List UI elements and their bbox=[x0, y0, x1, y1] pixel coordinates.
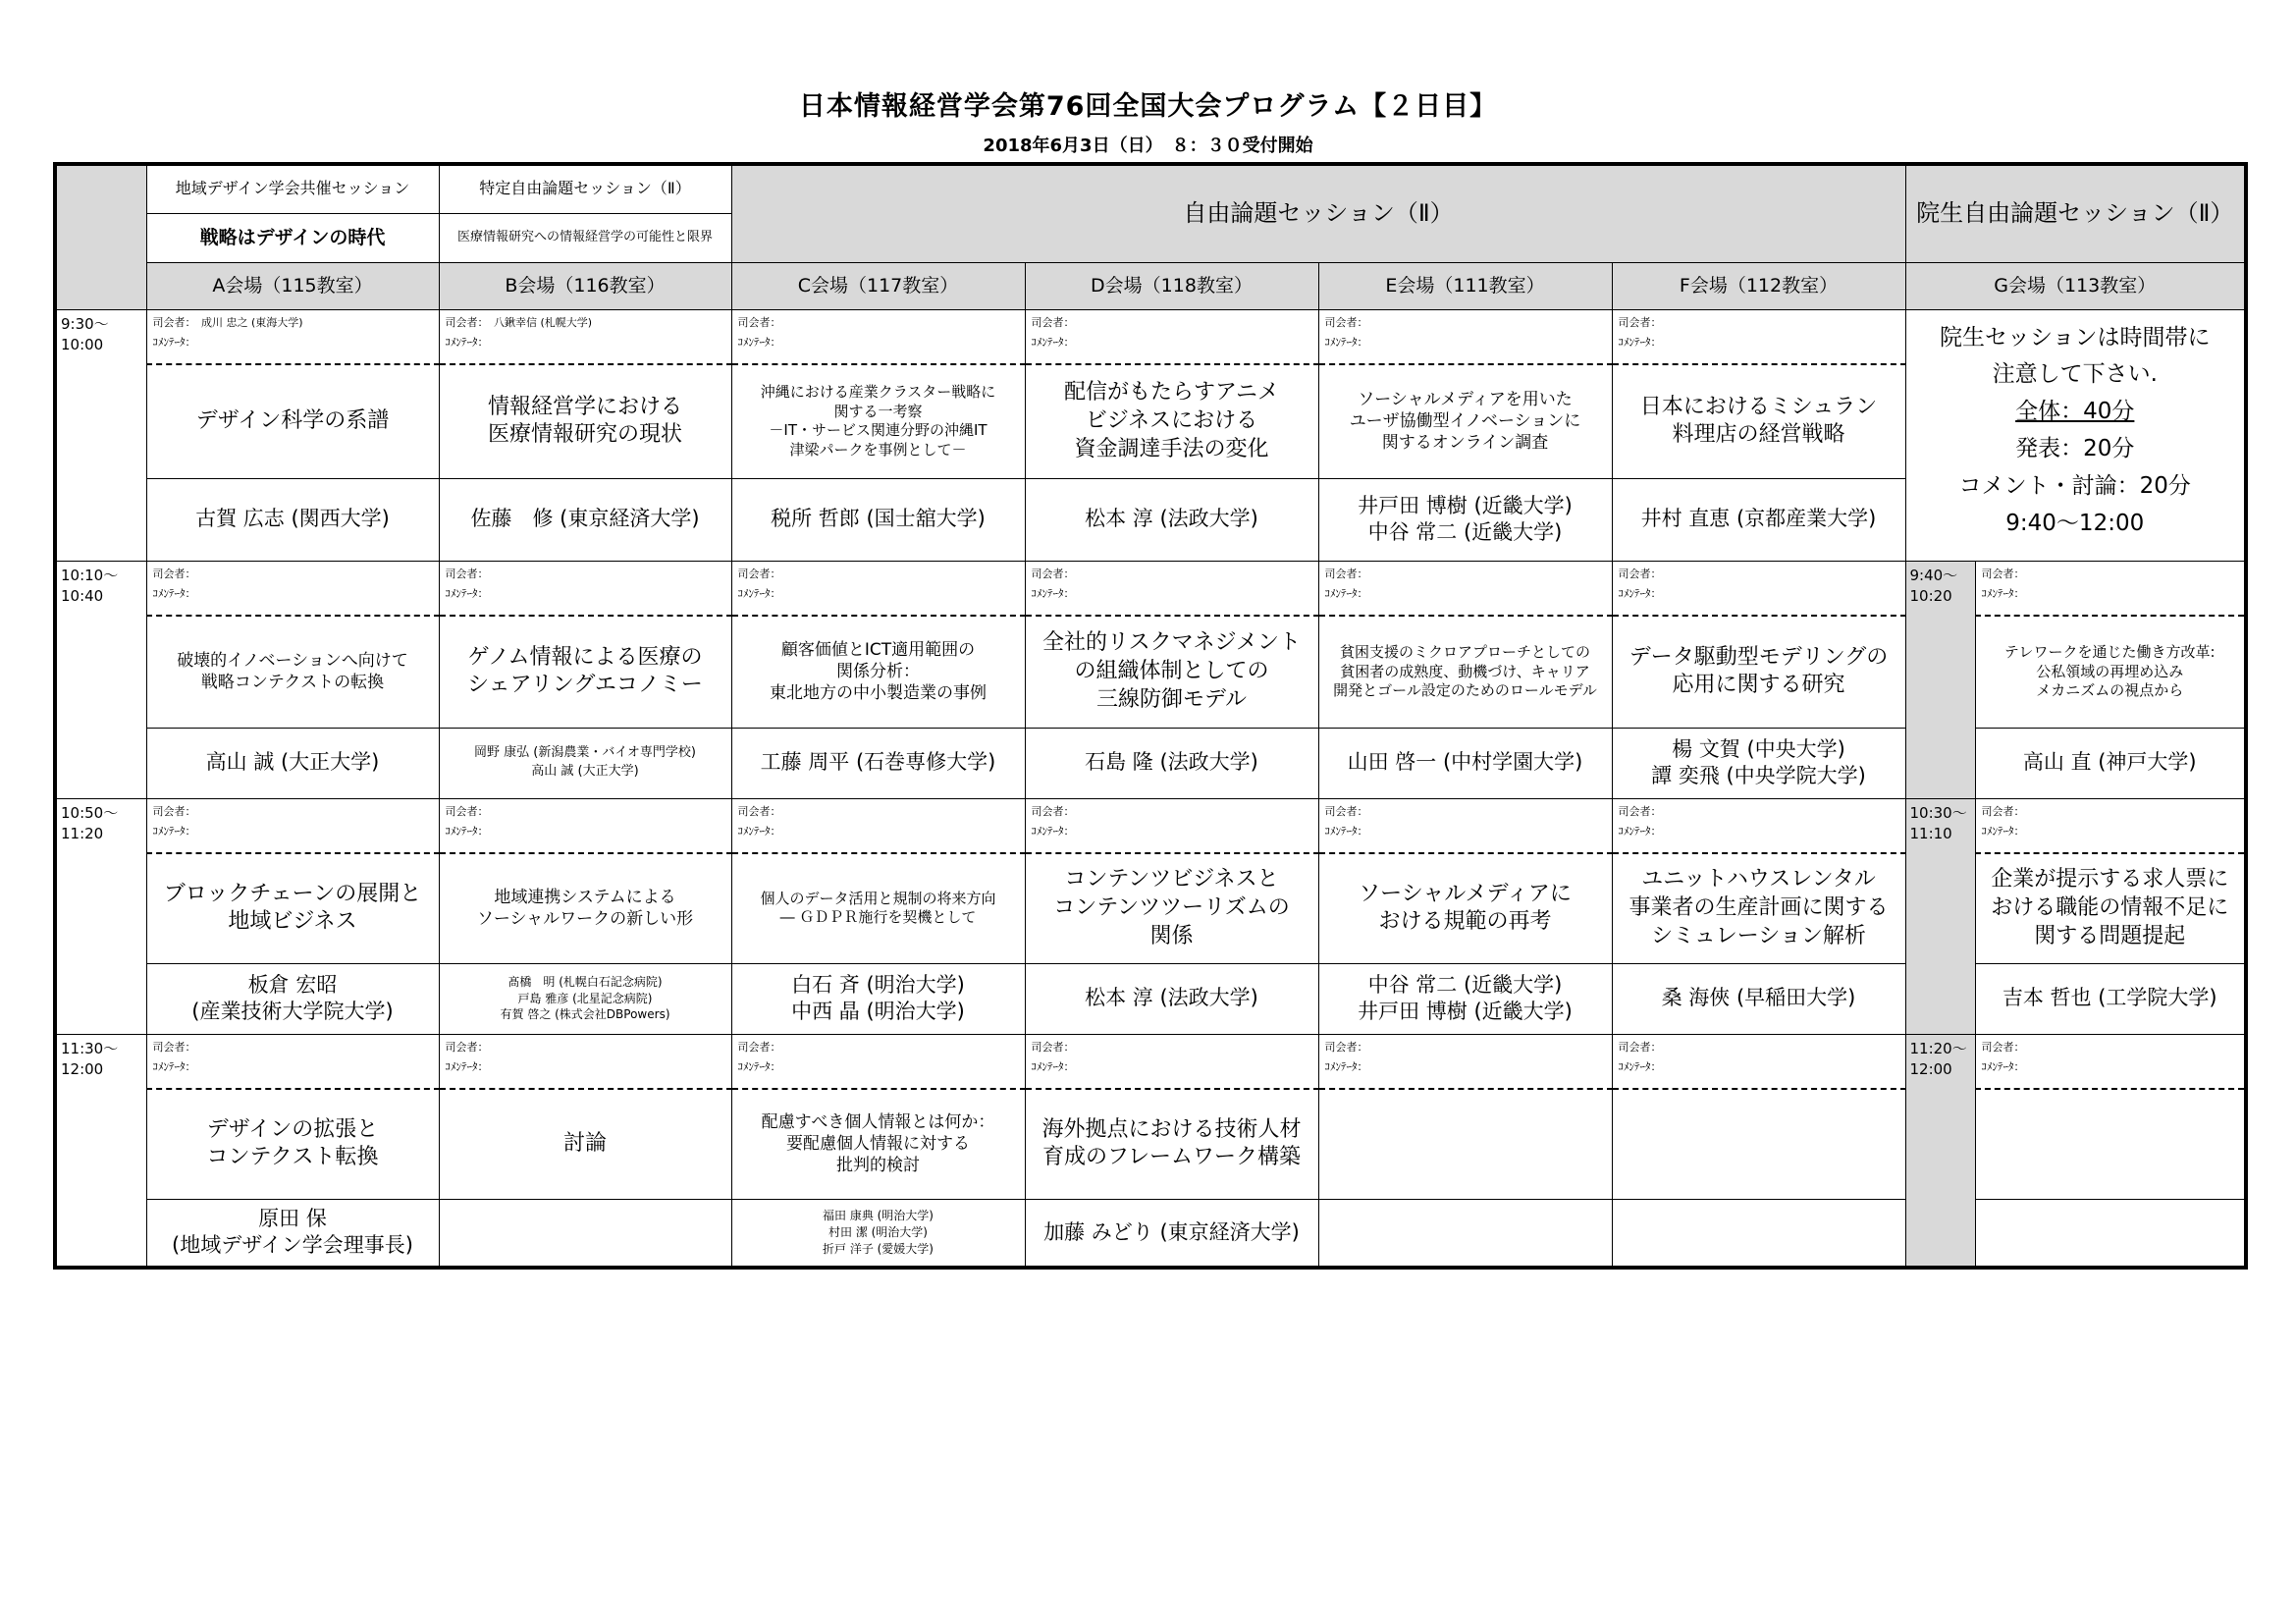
talk-title-a bbox=[146, 616, 439, 728]
chair-commentator-e bbox=[1318, 309, 1612, 364]
chair-label: 司会者： bbox=[152, 1040, 196, 1054]
chair-label: 司会者： bbox=[1324, 567, 1368, 580]
text-line: ソーシャルメディアに bbox=[1359, 881, 1572, 906]
chair-commentator-e bbox=[1318, 1034, 1612, 1089]
text-line: コンテクスト転換 bbox=[206, 1145, 379, 1170]
presenter-f bbox=[1612, 478, 1905, 561]
text-line: 12:00 bbox=[61, 1060, 104, 1079]
text-line: 10:10～ bbox=[61, 566, 119, 584]
talk-title-f bbox=[1612, 364, 1905, 478]
text-line: 折戸 洋子 (愛媛大学) bbox=[823, 1241, 934, 1256]
chair-label: 司会者： bbox=[1618, 567, 1662, 580]
chair-label: 司会者： 成川 忠之 (東海大学) bbox=[152, 315, 303, 329]
chair-commentator-d bbox=[1025, 798, 1318, 853]
chair-label: 司会者： bbox=[445, 804, 489, 818]
text-line: ブロックチェーンの展開と bbox=[163, 881, 422, 906]
talk-title-g bbox=[1975, 616, 2246, 728]
text-line: 中谷 常二 (近畿大学) bbox=[1367, 972, 1563, 997]
text-line: 事業者の生産計画に関する bbox=[1629, 894, 1889, 920]
chair-commentator-c bbox=[731, 561, 1025, 616]
text-line: の組織体制としての bbox=[1074, 658, 1269, 683]
program-table bbox=[53, 162, 2248, 1270]
talk-title-b bbox=[439, 853, 731, 963]
presenter-c bbox=[731, 1199, 1025, 1268]
text-line: 配信がもたらすアニメ bbox=[1064, 380, 1279, 406]
chair-label: 司会者： bbox=[1981, 1040, 2025, 1054]
text-line: 要配慮個人情報に対する bbox=[786, 1134, 970, 1155]
chair-label: 司会者： bbox=[1981, 567, 2025, 580]
chair-commentator-d bbox=[1025, 561, 1318, 616]
text-line: 井村 直恵 (京都産業大学) bbox=[1640, 507, 1877, 531]
presenter-c bbox=[731, 478, 1025, 561]
chair-label: 司会者： bbox=[1618, 315, 1662, 329]
chair-commentator-g bbox=[1975, 798, 2246, 853]
text-line: 松本 淳 (法政大学) bbox=[1085, 986, 1258, 1010]
session-b-theme: 医療情報研究への情報経営学の可能性と限界 bbox=[439, 213, 731, 262]
text-line: 石島 隆 (法政大学) bbox=[1085, 750, 1258, 775]
chair-commentator-a bbox=[146, 1034, 439, 1089]
text-line: ユニットハウスレンタル bbox=[1641, 867, 1876, 893]
commentator-label: ｺﾒﾝﾃｰﾀ： bbox=[1981, 586, 2025, 600]
note-line: 院生セッションは時間帯に bbox=[1939, 324, 2211, 351]
chair-commentator-b bbox=[439, 798, 731, 853]
time-slot-3 bbox=[55, 798, 146, 1034]
text-line: 原田 保 bbox=[258, 1206, 327, 1230]
talk-title-b bbox=[439, 364, 731, 478]
text-line: コンテンツツーリズムの bbox=[1053, 894, 1290, 920]
text-line: 配慮すべき個人情報とは何か： bbox=[761, 1112, 995, 1133]
slot-1-meta-row bbox=[55, 309, 2246, 364]
text-line: 開発とゴール設定のためのロールモデル bbox=[1333, 681, 1597, 699]
presenter-e bbox=[1318, 963, 1612, 1034]
text-line: 育成のフレームワーク構築 bbox=[1041, 1145, 1302, 1170]
text-line: データ駆動型モデリングの bbox=[1629, 644, 1889, 670]
commentator-label: ｺﾒﾝﾃｰﾀ： bbox=[152, 1059, 196, 1073]
talk-title-c bbox=[731, 1089, 1025, 1199]
presenter-f bbox=[1612, 1199, 1905, 1268]
chair-commentator-e bbox=[1318, 561, 1612, 616]
venue-e: E会場（111教室） bbox=[1318, 262, 1612, 309]
commentator-label: ｺﾒﾝﾃｰﾀ： bbox=[445, 586, 489, 600]
chair-label: 司会者： bbox=[1031, 567, 1075, 580]
chair-label: 司会者： bbox=[152, 804, 196, 818]
text-line: 高山 直 (神戸大学) bbox=[2022, 750, 2197, 775]
text-line: 批判的検討 bbox=[836, 1156, 920, 1176]
note-line: 発表：20分 bbox=[2015, 436, 2135, 462]
text-line: ユーザ協働型イノベーションに bbox=[1349, 411, 1581, 432]
commentator-label: ｺﾒﾝﾃｰﾀ： bbox=[1618, 1059, 1662, 1073]
text-line: 村田 潔 (明治大学) bbox=[828, 1224, 928, 1239]
text-line: 戸島 雅彦 (北星記念病院) bbox=[517, 991, 653, 1005]
text-line: コンテンツビジネスと bbox=[1064, 867, 1279, 893]
talk-title-a bbox=[146, 364, 439, 478]
text-line: ソーシャルメディアを用いた bbox=[1358, 390, 1573, 410]
chair-label: 司会者： bbox=[1618, 1040, 1662, 1054]
text-line: メカニズムの視点から bbox=[2036, 681, 2184, 699]
presenter-e bbox=[1318, 478, 1612, 561]
venue-row bbox=[55, 262, 2246, 309]
commentator-label: ｺﾒﾝﾃｰﾀ： bbox=[1031, 1059, 1075, 1073]
text-line: 津梁パークを事例として－ bbox=[789, 440, 967, 459]
commentator-label: ｺﾒﾝﾃｰﾀ： bbox=[152, 586, 196, 600]
text-line: 福田 康典 (明治大学) bbox=[823, 1209, 934, 1223]
text-line: 9:40～ bbox=[1909, 566, 1958, 584]
text-line: (地域デザイン学会理事長) bbox=[172, 1233, 413, 1258]
presenter-c bbox=[731, 963, 1025, 1034]
note-line: 注意して下さい. bbox=[1992, 361, 2158, 388]
chair-commentator-d bbox=[1025, 309, 1318, 364]
commentator-label: ｺﾒﾝﾃｰﾀ： bbox=[445, 335, 489, 349]
presenter-a bbox=[146, 963, 439, 1034]
text-line: 税所 哲郎 (国士舘大学) bbox=[771, 507, 986, 531]
text-line: 12:00 bbox=[1909, 1060, 1952, 1079]
text-line: 井戸田 博樹 (近畿大学) bbox=[1358, 1000, 1573, 1023]
commentator-label: ｺﾒﾝﾃｰﾀ： bbox=[1618, 335, 1662, 349]
text-line: 個人のデータ活用と規制の将来方向 bbox=[760, 889, 996, 907]
chair-label: 司会者： bbox=[1031, 804, 1075, 818]
text-line: 10:40 bbox=[61, 587, 104, 606]
presenter-d bbox=[1025, 1199, 1318, 1268]
text-line: 医療情報研究の現状 bbox=[487, 422, 682, 448]
talk-title-d bbox=[1025, 853, 1318, 963]
text-line: 戦略コンテクストの転換 bbox=[200, 673, 385, 693]
presenter-d bbox=[1025, 728, 1318, 798]
commentator-label: ｺﾒﾝﾃｰﾀ： bbox=[152, 824, 196, 838]
venue-b: B会場（116教室） bbox=[439, 262, 731, 309]
commentator-label: ｺﾒﾝﾃｰﾀ： bbox=[1618, 824, 1662, 838]
text-line: 公私領域の再埋め込み bbox=[2036, 662, 2184, 680]
text-line: 古賀 広志 (関西大学) bbox=[195, 507, 390, 531]
talk-title-b bbox=[439, 616, 731, 728]
text-line: 9:30～ bbox=[61, 314, 109, 333]
commentator-label: ｺﾒﾝﾃｰﾀ： bbox=[737, 586, 781, 600]
talk-title-c bbox=[731, 616, 1025, 728]
presenter-f bbox=[1612, 963, 1905, 1034]
graduate-session-note bbox=[1905, 309, 2246, 561]
commentator-label: ｺﾒﾝﾃｰﾀ： bbox=[1031, 335, 1075, 349]
commentator-label: ｺﾒﾝﾃｰﾀ： bbox=[737, 1059, 781, 1073]
chair-commentator-d bbox=[1025, 1034, 1318, 1089]
text-line: シミュレーション解析 bbox=[1651, 923, 1866, 948]
text-line: シェアリングエコノミー bbox=[467, 673, 703, 698]
text-line: 桑 海俠 (早稲田大学) bbox=[1661, 986, 1856, 1010]
session-cf-title: 自由論題セッション（Ⅱ） bbox=[731, 164, 1905, 262]
session-b-title: 特定自由論題セッション（Ⅱ） bbox=[439, 164, 731, 213]
talk-title-e bbox=[1318, 364, 1612, 478]
text-line: 情報経営学における bbox=[487, 394, 682, 419]
text-line: 高山 誠 (大正大学) bbox=[531, 764, 639, 779]
presenter-f bbox=[1612, 728, 1905, 798]
venue-d: D会場（118教室） bbox=[1025, 262, 1318, 309]
talk-title-e bbox=[1318, 1089, 1612, 1199]
chair-commentator-c bbox=[731, 1034, 1025, 1089]
text-line: 地域連携システムによる bbox=[494, 888, 676, 908]
commentator-label: ｺﾒﾝﾃｰﾀ： bbox=[445, 1059, 489, 1073]
text-line: 資金調達手法の変化 bbox=[1074, 436, 1269, 461]
chair-commentator-b bbox=[439, 561, 731, 616]
chair-commentator-c bbox=[731, 798, 1025, 853]
text-line: 三線防御モデル bbox=[1096, 686, 1247, 712]
text-line: おける職能の情報不足に bbox=[1991, 894, 2229, 920]
commentator-label: ｺﾒﾝﾃｰﾀ： bbox=[1981, 824, 2025, 838]
talk-title-f bbox=[1612, 616, 1905, 728]
text-line: デザイン科学の系譜 bbox=[195, 407, 390, 433]
text-line: 討論 bbox=[562, 1130, 607, 1156]
commentator-label: ｺﾒﾝﾃｰﾀ： bbox=[1031, 586, 1075, 600]
presenter-b bbox=[439, 963, 731, 1034]
commentator-label: ｺﾒﾝﾃｰﾀ： bbox=[1324, 824, 1368, 838]
text-line: 10:50～ bbox=[61, 803, 119, 822]
text-line: 吉本 哲也 (工学院大学) bbox=[2002, 986, 2217, 1010]
text-line: 中谷 常二 (近畿大学) bbox=[1367, 520, 1563, 544]
session-a-host: 地域デザイン学会共催セッション bbox=[146, 164, 439, 213]
text-line: 海外拠点における技術人材 bbox=[1041, 1116, 1302, 1142]
venue-f: F会場（112教室） bbox=[1612, 262, 1905, 309]
g-time-slot-3 bbox=[1905, 798, 1975, 1034]
presenter-e bbox=[1318, 1199, 1612, 1268]
text-line: 岡野 康弘 (新潟農業・バイオ専門学校) bbox=[473, 745, 697, 761]
commentator-label: ｺﾒﾝﾃｰﾀ： bbox=[445, 824, 489, 838]
text-line: ゲノム情報による医療の bbox=[467, 644, 703, 670]
chair-commentator-f bbox=[1612, 798, 1905, 853]
text-line: 応用に関する研究 bbox=[1672, 673, 1845, 698]
text-line: 企業が提示する求人票に bbox=[1991, 867, 2229, 893]
g-time-slot-2 bbox=[1905, 561, 1975, 798]
presenter-b bbox=[439, 1199, 731, 1268]
talk-title-d bbox=[1025, 1089, 1318, 1199]
text-line: 10:20 bbox=[1909, 587, 1952, 606]
presenter-e bbox=[1318, 728, 1612, 798]
text-line: 関する一考察 bbox=[833, 402, 923, 420]
presenter-a bbox=[146, 728, 439, 798]
text-line: 板倉 宏昭 bbox=[247, 972, 338, 997]
talk-title-e bbox=[1318, 616, 1612, 728]
text-line: 関係 bbox=[1149, 923, 1194, 948]
talk-title-d bbox=[1025, 364, 1318, 478]
text-line: 山田 啓一 (中村学園大学) bbox=[1347, 750, 1583, 775]
chair-label: 司会者： bbox=[1324, 804, 1368, 818]
chair-commentator-b bbox=[439, 1034, 731, 1089]
presenter-a bbox=[146, 1199, 439, 1268]
chair-commentator-g bbox=[1975, 1034, 2246, 1089]
text-line: 東北地方の中小製造業の事例 bbox=[770, 683, 987, 704]
text-line: テレワークを通じた働き方改革: bbox=[2003, 643, 2216, 661]
chair-commentator-f bbox=[1612, 561, 1905, 616]
text-line: 11:30～ bbox=[61, 1039, 119, 1057]
talk-title-e bbox=[1318, 853, 1612, 963]
text-line: 白石 斉 (明治大学) bbox=[791, 972, 965, 997]
chair-label: 司会者： bbox=[1031, 1040, 1075, 1054]
talk-title-f bbox=[1612, 1089, 1905, 1199]
commentator-label: ｺﾒﾝﾃｰﾀ： bbox=[1618, 586, 1662, 600]
presenter-g bbox=[1975, 963, 2246, 1034]
text-line: 工藤 周平 (石巻専修大学) bbox=[760, 750, 996, 775]
chair-label: 司会者： bbox=[1618, 804, 1662, 818]
commentator-label: ｺﾒﾝﾃｰﾀ： bbox=[737, 335, 781, 349]
talk-title-d bbox=[1025, 616, 1318, 728]
page-subtitle: 2018年6月3日（日） ８：３０受付開始 bbox=[983, 135, 1313, 156]
text-line: (産業技術大学院大学) bbox=[191, 1000, 394, 1023]
commentator-label: ｺﾒﾝﾃｰﾀ： bbox=[1981, 1059, 2025, 1073]
slot-4-meta-row bbox=[55, 1034, 2246, 1089]
g-time-slot-4 bbox=[1905, 1034, 1975, 1268]
venue-g: G会場（113教室） bbox=[1905, 262, 2246, 309]
text-line: 関する問題提起 bbox=[2034, 923, 2186, 948]
time-slot-4 bbox=[55, 1034, 146, 1268]
text-line: 11:10 bbox=[1909, 825, 1952, 843]
commentator-label: ｺﾒﾝﾃｰﾀ： bbox=[1324, 586, 1368, 600]
time-slot-2 bbox=[55, 561, 146, 798]
venue-a: A会場（115教室） bbox=[146, 262, 439, 309]
chair-commentator-f bbox=[1612, 1034, 1905, 1089]
talk-title-c bbox=[731, 364, 1025, 478]
text-line: 楊 文賀 (中央大学) bbox=[1672, 736, 1845, 761]
session-a-theme: 戦略はデザインの時代 bbox=[146, 213, 439, 262]
text-line: 全社的リスクマネジメント bbox=[1042, 630, 1301, 656]
chair-commentator-a bbox=[146, 309, 439, 364]
chair-label: 司会者： bbox=[445, 1040, 489, 1054]
presenter-b bbox=[439, 478, 731, 561]
commentator-label: ｺﾒﾝﾃｰﾀ： bbox=[152, 335, 196, 349]
chair-label: 司会者： bbox=[737, 804, 781, 818]
session-g-title: 院生自由論題セッション（Ⅱ） bbox=[1905, 164, 2246, 262]
text-line: 中西 晶 (明治大学) bbox=[791, 1000, 965, 1023]
text-line: 破壊的イノベーションへ向けて bbox=[177, 651, 408, 672]
text-line: 11:20 bbox=[61, 825, 104, 843]
note-line: 9:40～12:00 bbox=[2005, 511, 2145, 537]
commentator-label: ｺﾒﾝﾃｰﾀ： bbox=[737, 824, 781, 838]
slot-2-meta-row bbox=[55, 561, 2246, 616]
text-line: 関するオンライン調査 bbox=[1381, 433, 1549, 454]
presenter-a bbox=[146, 478, 439, 561]
presenter-c bbox=[731, 728, 1025, 798]
slot-3-meta-row bbox=[55, 798, 2246, 853]
presenter-g bbox=[1975, 1199, 2246, 1268]
chair-commentator-f bbox=[1612, 309, 1905, 364]
chair-label: 司会者： bbox=[1324, 1040, 1368, 1054]
chair-commentator-b bbox=[439, 309, 731, 364]
chair-label: 司会者： bbox=[1981, 804, 2025, 818]
text-line: 顧客価値とICT適用範囲の bbox=[780, 640, 976, 661]
talk-title-a bbox=[146, 1089, 439, 1199]
commentator-label: ｺﾒﾝﾃｰﾀ： bbox=[1324, 1059, 1368, 1073]
text-line: 有賀 啓之 (株式会社DBPowers) bbox=[500, 1007, 670, 1022]
talk-title-g bbox=[1975, 1089, 2246, 1199]
text-line: 10:00 bbox=[61, 336, 104, 354]
text-line: 佐藤 修 (東京経済大学) bbox=[470, 507, 700, 531]
venue-c: C会場（117教室） bbox=[731, 262, 1025, 309]
commentator-label: ｺﾒﾝﾃｰﾀ： bbox=[1324, 335, 1368, 349]
chair-commentator-a bbox=[146, 561, 439, 616]
chair-commentator-g bbox=[1975, 561, 2246, 616]
chair-commentator-c bbox=[731, 309, 1025, 364]
talk-title-f bbox=[1612, 853, 1905, 963]
presenter-d bbox=[1025, 478, 1318, 561]
chair-commentator-a bbox=[146, 798, 439, 853]
text-line: ソーシャルワークの新しい形 bbox=[476, 909, 694, 930]
chair-label: 司会者： bbox=[737, 315, 781, 329]
text-line: 譚 奕飛 (中央学院大学) bbox=[1651, 764, 1866, 787]
text-line: 日本におけるミシュラン bbox=[1639, 394, 1878, 419]
text-line: 井戸田 博樹 (近畿大学) bbox=[1358, 493, 1573, 517]
presenter-g bbox=[1975, 728, 2246, 798]
text-line: ― ＧＤＰＲ施行を契機として bbox=[779, 908, 977, 927]
text-line: デザインの拡張と bbox=[206, 1116, 379, 1142]
text-line: 髙橋 明 (札幌白石記念病院) bbox=[507, 974, 663, 989]
presenter-d bbox=[1025, 963, 1318, 1034]
text-line: ビジネスにおける bbox=[1085, 407, 1258, 433]
text-line: 貧困者の成熟度、動機づけ、キャリア bbox=[1340, 662, 1590, 680]
presenter-b bbox=[439, 728, 731, 798]
text-line: 加藤 みどり (東京経済大学) bbox=[1043, 1219, 1300, 1244]
chair-label: 司会者： bbox=[1324, 315, 1368, 329]
talk-title-c bbox=[731, 853, 1025, 963]
chair-label: 司会者： bbox=[1031, 315, 1075, 329]
chair-label: 司会者： bbox=[152, 567, 196, 580]
text-line: －IT・サービス関連分野の沖縄IT bbox=[769, 421, 988, 440]
page-title: 日本情報経営学会第76回全国大会プログラム【２日目】 bbox=[798, 91, 1498, 122]
text-line: 貧困支援のミクロアプローチとしての bbox=[1339, 643, 1590, 661]
time-slot-1 bbox=[55, 309, 146, 561]
text-line: 10:30～ bbox=[1909, 803, 1967, 822]
chair-label: 司会者： bbox=[445, 567, 489, 580]
chair-label: 司会者： 八鍬幸信 (札幌大学) bbox=[445, 315, 593, 329]
text-line: 関係分析： bbox=[836, 662, 920, 682]
note-line: コメント・討論：20分 bbox=[1958, 473, 2191, 500]
talk-title-b bbox=[439, 1089, 731, 1199]
commentator-label: ｺﾒﾝﾃｰﾀ： bbox=[1031, 824, 1075, 838]
text-line: 松本 淳 (法政大学) bbox=[1085, 507, 1258, 531]
text-line: 地域ビジネス bbox=[228, 909, 357, 935]
corner-cell bbox=[55, 164, 146, 309]
text-line: おける規範の再考 bbox=[1378, 909, 1552, 935]
talk-title-g bbox=[1975, 853, 2246, 963]
note-line: 全体：40分 bbox=[2015, 399, 2135, 425]
text-line: 11:20～ bbox=[1909, 1039, 1967, 1057]
talk-title-a bbox=[146, 853, 439, 963]
chair-label: 司会者： bbox=[737, 567, 781, 580]
chair-label: 司会者： bbox=[737, 1040, 781, 1054]
text-line: 沖縄における産業クラスター戦略に bbox=[760, 383, 996, 402]
text-line: 料理店の経営戦略 bbox=[1672, 422, 1845, 448]
chair-commentator-e bbox=[1318, 798, 1612, 853]
text-line: 高山 誠 (大正大学) bbox=[205, 750, 380, 775]
